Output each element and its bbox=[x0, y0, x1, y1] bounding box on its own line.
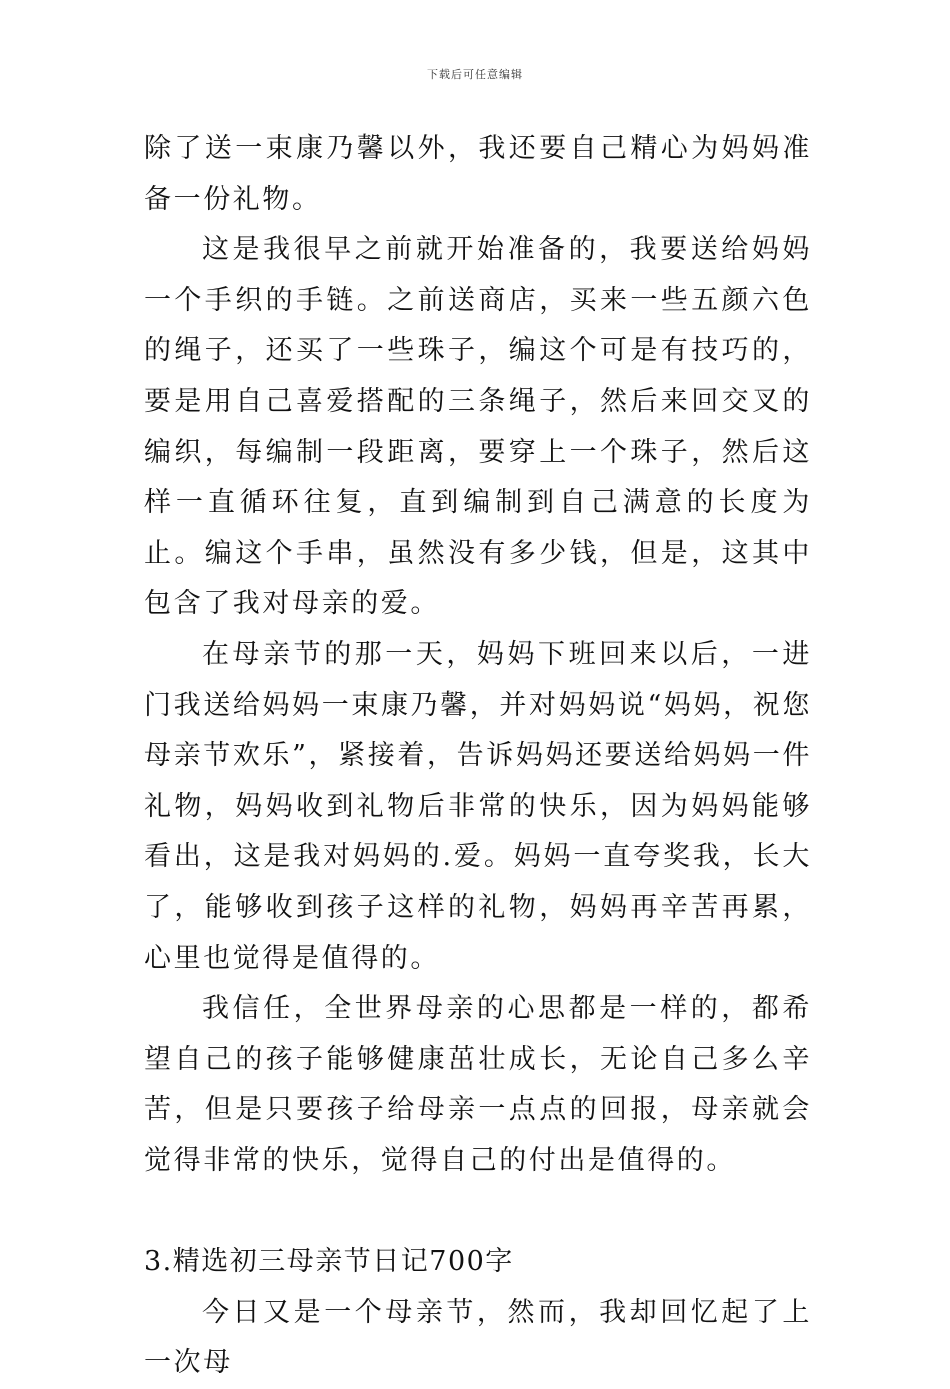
page-header: 下载后可任意编辑 bbox=[427, 68, 523, 81]
document-body bbox=[144, 124, 812, 1389]
paragraph-next-section: 今日又是一个母亲节，然而，我却回忆起了上一次母 bbox=[144, 1296, 812, 1379]
section-spacer bbox=[144, 1186, 812, 1237]
paragraph-continued: 除了送一束康乃馨以外，我还要自己精心为妈妈准备一份礼物。 bbox=[144, 133, 812, 215]
paragraph-bracelet: 这是我很早之前就开始准备的，我要送给妈妈一个手织的手链。之前送商店，买来一些五颜六色的绳子，还买了一些珠子，编这个可是有技巧的，要是用自己喜爱搭配的三条绳子，然后来回交叉的编织，每编制一段距离，要穿上一个珠子，然后这样一直循环往复，直到编制到自己满意的长度为止。编这个手串，虽然没有多少钱，但是，这其中包含了我对母亲的爱。 bbox=[144, 234, 812, 620]
paragraph-conclusion: 我信任，全世界母亲的心思都是一样的，都希望自己的孩子能够健康茁壮成长，无论自己多么辛苦，但是只要孩子给母亲一点点的回报，母亲就会觉得非常的快乐，觉得自己的付出是值得的。 bbox=[144, 993, 812, 1176]
paragraph-mothers-day: 在母亲节的那一天，妈妈下班回来以后，一进门我送给妈妈一束康乃馨，并对妈妈说“妈妈，祝您母亲节欢乐”，紧接着，告诉妈妈还要送给妈妈一件礼物，妈妈收到礼物后非常的快乐，因为妈妈能够看出，这是我对妈妈的.爱。妈妈一直夸奖我，长大了，能够收到孩子这样的礼物，妈妈再辛苦再累，心里也觉得是值得的。 bbox=[144, 638, 812, 974]
section-heading: 3.精选初三母亲节日记700字 bbox=[144, 1246, 514, 1278]
